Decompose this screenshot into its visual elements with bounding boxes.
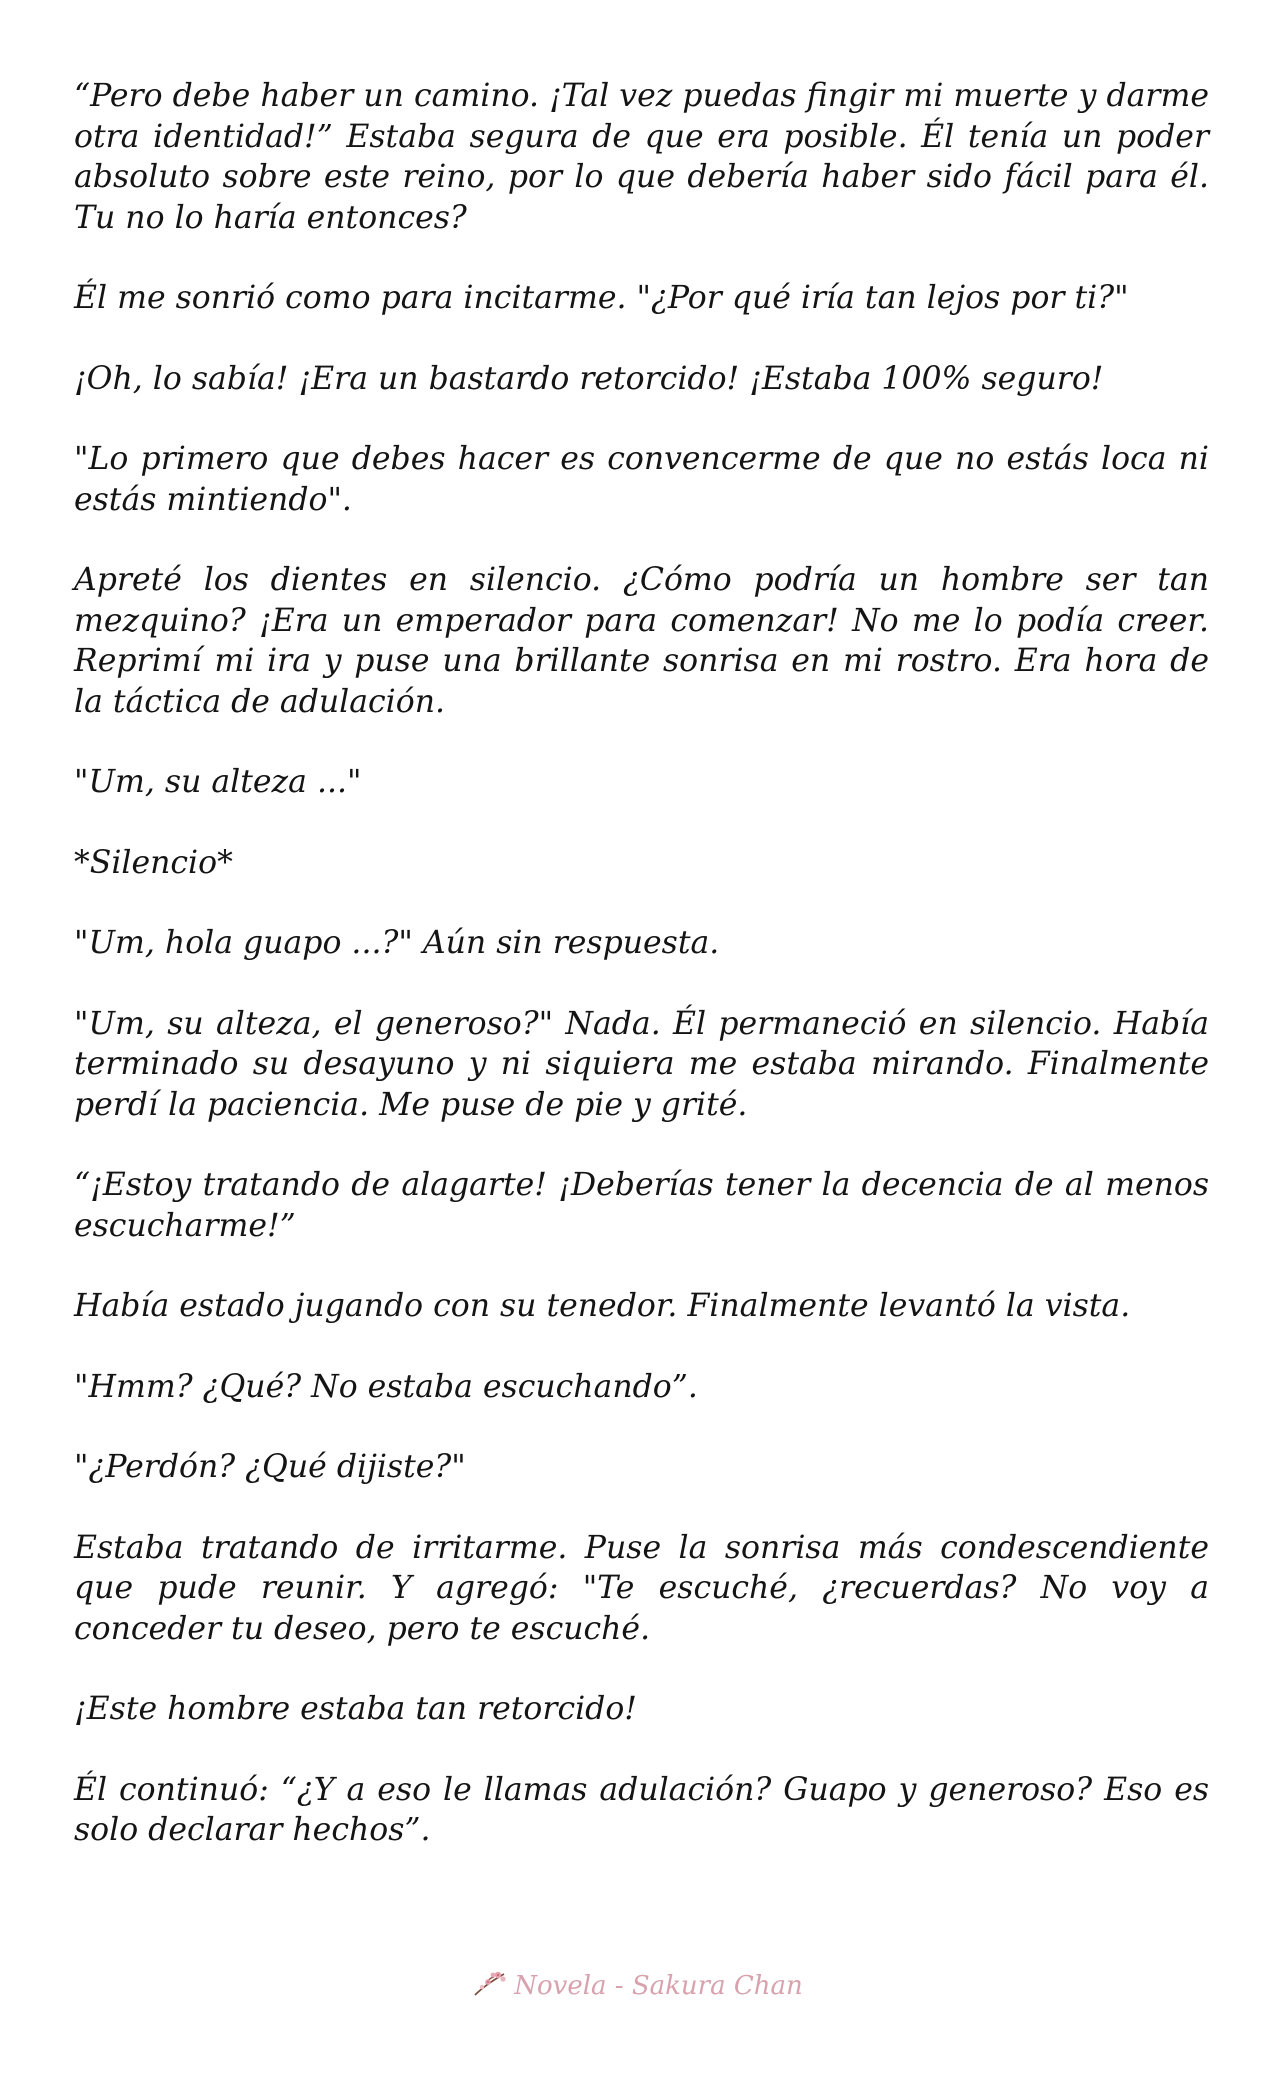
paragraph: Apreté los dientes en silencio. ¿Cómo podría un hombre ser tan mezquino? ¡Era un emperador para comenzar! No me lo podía creer. Reprimí mi ira y puse una brillante sonrisa en mi rostro. Era hora de la táctica de adulación. [74, 562, 1209, 720]
paragraph: ¡Este hombre estaba tan retorcido! [74, 1691, 637, 1727]
sakura-branch-icon [472, 1968, 508, 1998]
paragraph: "Hmm? ¿Qué? No estaba escuchando”. [74, 1368, 698, 1405]
paragraph: Había estado jugando con su tenedor. Finalmente levantó la vista. [74, 1288, 1131, 1324]
paragraph: "Um, hola guapo ...?" Aún sin respuesta. [74, 925, 720, 961]
paragraph: Él me sonrió como para incitarme. "¿Por qué iría tan lejos por ti?" [74, 280, 1129, 316]
paragraph: "Lo primero que debes hacer es convencerme de que no estás loca ni estás mintiendo". [74, 441, 1209, 518]
paragraph: ¡Oh, lo sabía! ¡Era un bastardo retorcido! ¡Estaba 100% seguro! [74, 360, 1104, 397]
paragraph: Estaba tratando de irritarme. Puse la sonrisa más condescendiente que pude reunir. Y agregó: "Te escuché, ¿recuerdas? No voy a conceder tu deseo, pero te escuché. [74, 1529, 1209, 1647]
paragraph: “Pero debe haber un camino. ¡Tal vez puedas fingir mi muerte y darme otra identidad!” Estaba segura de que era posible. Él tenía un poder absoluto sobre este reino, por lo que debería haber sido fácil para él. Tu no lo haría entonces? [74, 78, 1209, 236]
paragraph: “¡Estoy tratando de alagarte! ¡Deberías tener la decencia de al menos escucharme!” [74, 1167, 1209, 1244]
paragraph: "Um, su alteza ..." [74, 764, 362, 800]
footer-watermark [0, 1968, 1275, 2001]
footer-text: Novela - Sakura Chan [514, 1971, 803, 2001]
paragraph: "¿Perdón? ¿Qué dijiste?" [74, 1449, 466, 1485]
paragraph: *Silencio* [74, 844, 233, 881]
paragraph: "Um, su alteza, el generoso?" Nada. Él permaneció en silencio. Había terminado su desayuno y ni siquiera me estaba mirando. Finalmente perdí la paciencia. Me puse de pie y grité. [74, 1005, 1209, 1123]
document-body [74, 76, 1209, 1891]
paragraph: Él continuó: “¿Y a eso le llamas adulación? Guapo y generoso? Eso es solo declarar hechos”. [74, 1771, 1209, 1848]
